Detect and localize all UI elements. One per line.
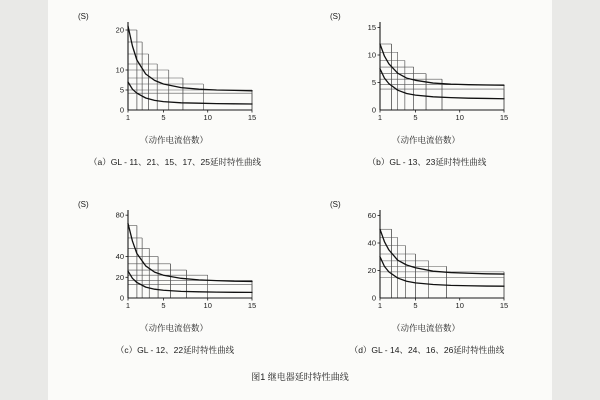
plot-svg-c xyxy=(106,204,256,316)
svg-text:15: 15 xyxy=(247,113,256,122)
svg-text:10: 10 xyxy=(367,50,376,60)
svg-text:5: 5 xyxy=(161,113,166,122)
svg-text:15: 15 xyxy=(247,301,256,310)
panel-caption-a: （a）GL - 11、21、15、17、25延时特性曲线 xyxy=(89,157,261,167)
svg-text:0: 0 xyxy=(119,105,124,115)
x-axis-label-b: （动作电流倍数） xyxy=(391,135,460,145)
svg-text:10: 10 xyxy=(455,301,464,310)
svg-text:0: 0 xyxy=(119,293,124,303)
svg-text:1: 1 xyxy=(377,113,383,122)
svg-text:5: 5 xyxy=(161,301,166,310)
y-unit-label-b: (S) xyxy=(330,12,341,21)
x-axis-label-c: （动作电流倍数） xyxy=(139,323,208,333)
svg-text:1: 1 xyxy=(125,113,131,122)
plot-area-d xyxy=(328,198,524,320)
y-unit-label-c: (S) xyxy=(78,200,89,209)
svg-text:5: 5 xyxy=(413,113,418,122)
plot-svg-b xyxy=(358,16,508,128)
chart-panel-b xyxy=(300,2,552,182)
plot-area-a xyxy=(76,10,272,132)
chart-panel-c xyxy=(48,190,300,370)
svg-text:10: 10 xyxy=(203,113,212,122)
plot-area-b xyxy=(328,10,524,132)
svg-text:15: 15 xyxy=(499,301,508,310)
chart-panel-a xyxy=(48,2,300,182)
chart-panel-d xyxy=(300,190,552,370)
svg-text:20: 20 xyxy=(115,272,124,282)
plot-area-c xyxy=(76,198,272,320)
svg-text:5: 5 xyxy=(119,85,124,95)
svg-text:10: 10 xyxy=(115,65,124,75)
figure-title: 图1 继电器延时特性曲线 xyxy=(251,372,349,382)
plot-svg-a xyxy=(106,16,256,128)
svg-text:20: 20 xyxy=(115,25,124,35)
svg-text:5: 5 xyxy=(413,301,418,310)
svg-text:80: 80 xyxy=(115,210,124,220)
svg-text:15: 15 xyxy=(367,23,376,32)
x-axis-label-a: （动作电流倍数） xyxy=(139,135,208,145)
svg-text:10: 10 xyxy=(203,301,212,310)
svg-text:10: 10 xyxy=(455,113,464,122)
svg-text:1: 1 xyxy=(125,301,131,310)
svg-text:0: 0 xyxy=(371,105,376,115)
svg-text:1: 1 xyxy=(377,301,383,310)
plot-svg-d xyxy=(358,204,508,316)
svg-text:40: 40 xyxy=(367,238,376,248)
y-unit-label-d: (S) xyxy=(330,200,341,209)
svg-text:0: 0 xyxy=(371,293,376,303)
panel-caption-b: （b）GL - 13、23延时特性曲线 xyxy=(367,157,487,167)
y-unit-label-a: (S) xyxy=(78,12,89,21)
svg-text:60: 60 xyxy=(367,211,376,220)
x-axis-label-d: （动作电流倍数） xyxy=(391,323,460,333)
panel-caption-d: （d）GL - 14、24、16、26延时特性曲线 xyxy=(349,345,505,355)
svg-text:15: 15 xyxy=(499,113,508,122)
svg-text:40: 40 xyxy=(115,252,124,262)
panel-grid xyxy=(48,0,552,360)
panel-caption-c: （c）GL - 12、22延时特性曲线 xyxy=(115,345,235,355)
svg-text:20: 20 xyxy=(367,266,376,275)
svg-text:5: 5 xyxy=(371,78,376,87)
figure-sheet xyxy=(48,0,552,400)
